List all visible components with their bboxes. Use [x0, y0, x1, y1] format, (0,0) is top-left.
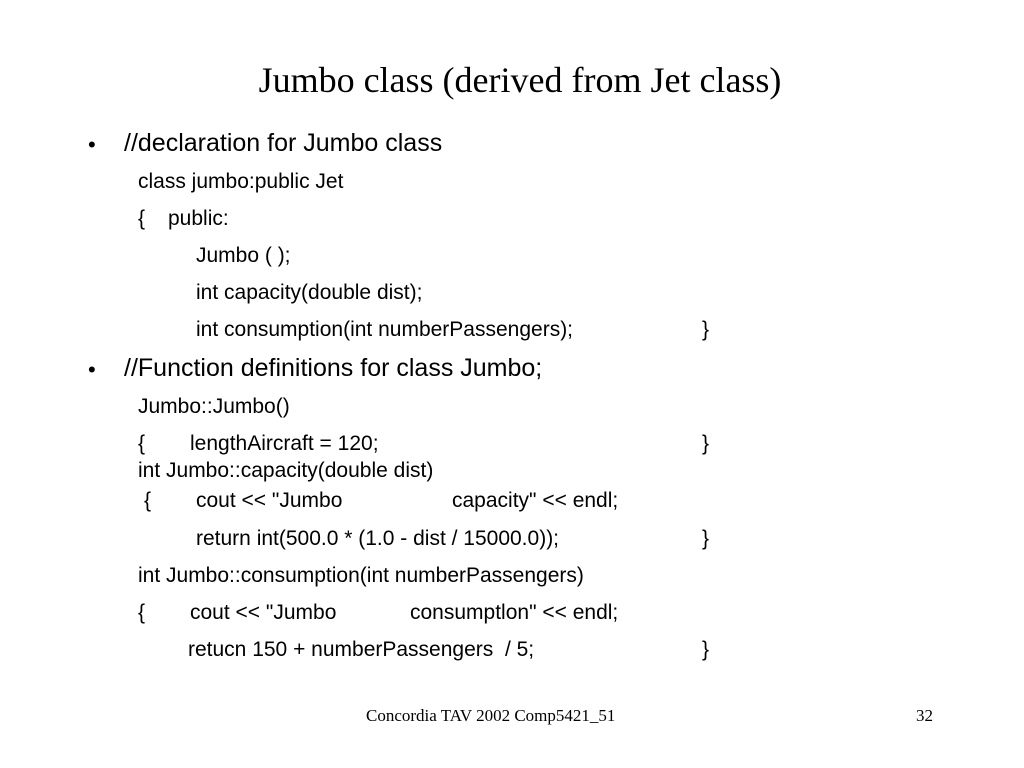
code-brace: {: [138, 207, 146, 230]
code-line: public:: [168, 207, 229, 230]
slide-title: Jumbo class (derived from Jet class): [258, 60, 782, 100]
code-line: return int(500.0 * (1.0 - dist / 15000.0));: [196, 527, 560, 550]
code-line: cout << "Jumbo: [196, 489, 343, 512]
code-brace: }: [702, 432, 710, 455]
footer-text: Concordia TAV 2002 Comp5421_51: [366, 706, 616, 725]
bullet-definitions: //Function definitions for class Jumbo;: [124, 354, 543, 382]
code-line: retucn 150 + numberPassengers / 5;: [188, 638, 535, 661]
code-line: int capacity(double dist);: [196, 281, 423, 304]
code-brace: {: [138, 601, 146, 624]
bullet-marker: •: [88, 357, 96, 382]
bullet-marker: •: [88, 132, 96, 157]
code-line: class jumbo:public Jet: [138, 170, 344, 193]
code-brace: {: [138, 432, 146, 455]
code-line: int Jumbo::capacity(double dist): [138, 459, 434, 482]
bullet-declaration: //declaration for Jumbo class: [124, 129, 443, 157]
code-brace: }: [702, 527, 710, 550]
code-line: int consumption(int numberPassengers);: [196, 318, 574, 341]
code-brace: }: [702, 638, 710, 661]
code-line: cout << "Jumbo: [190, 601, 337, 624]
slide-number: 32: [916, 706, 933, 725]
code-line: consumptlon" << endl;: [410, 601, 619, 624]
code-brace: }: [702, 318, 710, 341]
code-line: Jumbo::Jumbo(): [138, 395, 290, 418]
code-line: capacity" << endl;: [452, 489, 619, 512]
code-line: Jumbo ( );: [196, 244, 291, 267]
code-brace: {: [144, 489, 152, 512]
code-line: int Jumbo::consumption(int numberPassengers): [138, 564, 584, 587]
code-line: lengthAircraft = 120;: [190, 432, 379, 455]
